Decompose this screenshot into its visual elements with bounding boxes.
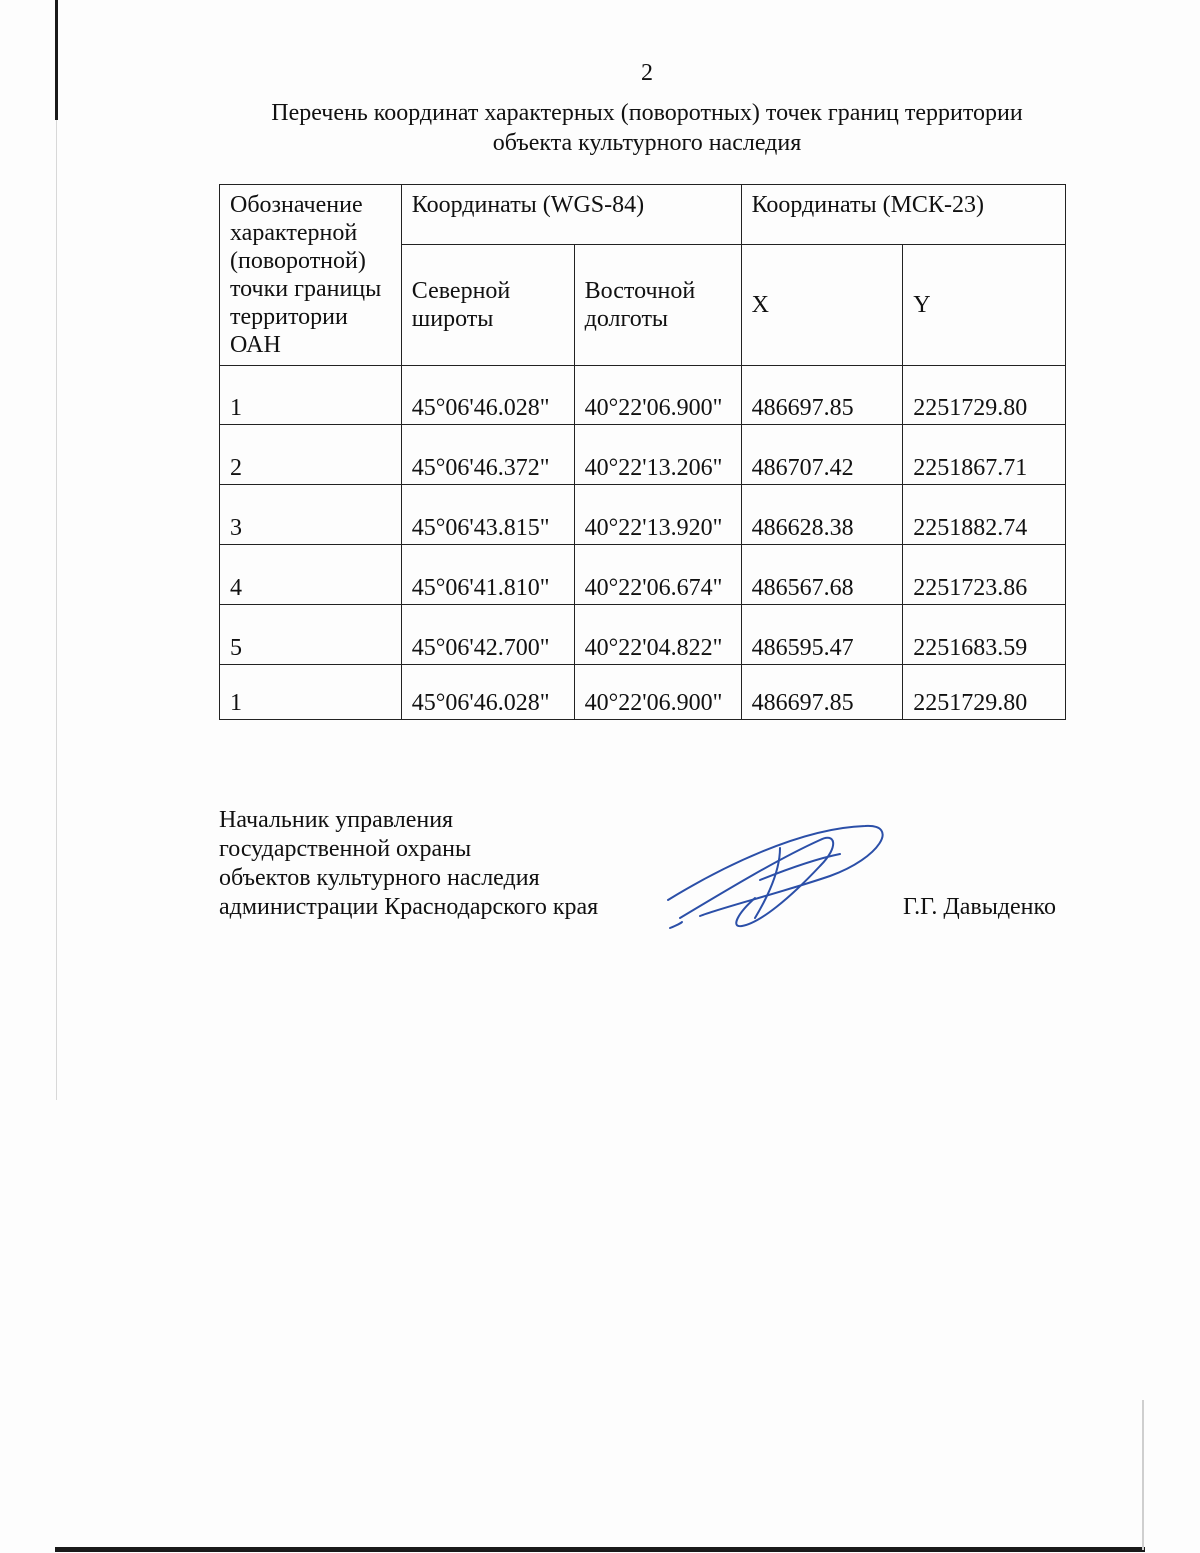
title-line-1: Перечень координат характерных (поворотных) точек границ территории (271, 100, 1023, 126)
cell-y: 2251867.71 (903, 425, 1066, 485)
cell-longitude: 40°22'06.674" (574, 545, 741, 605)
header-north-latitude: Северной широты (401, 245, 574, 366)
table-row (220, 605, 1066, 665)
cell-y: 2251723.86 (903, 545, 1066, 605)
header-y: Y (903, 245, 1066, 366)
signer-name: Г.Г. Давыденко (903, 894, 1056, 920)
cell-x: 486595.47 (741, 605, 903, 665)
cell-x: 486697.85 (741, 366, 903, 425)
cell-longitude: 40°22'13.920" (574, 485, 741, 545)
cell-point: 1 (220, 665, 402, 720)
cell-x: 486567.68 (741, 545, 903, 605)
header-x: X (741, 245, 903, 366)
header-east-longitude: Восточной долготы (574, 245, 741, 366)
cell-latitude: 45°06'46.372" (401, 425, 574, 485)
cell-longitude: 40°22'13.206" (574, 425, 741, 485)
table-row (220, 665, 1066, 720)
cell-y: 2251729.80 (903, 366, 1066, 425)
table-row (220, 425, 1066, 485)
cell-latitude: 45°06'42.700" (401, 605, 574, 665)
signer-position-line-3: объектов культурного наследия (219, 865, 540, 891)
table-row (220, 485, 1066, 545)
table-row (220, 545, 1066, 605)
document-title (200, 98, 1094, 158)
signer-position-line-4: администрации Краснодарского края (219, 894, 599, 920)
cell-longitude: 40°22'06.900" (574, 665, 741, 720)
cell-latitude: 45°06'43.815" (401, 485, 574, 545)
cell-point: 1 (220, 366, 402, 425)
cell-x: 486628.38 (741, 485, 903, 545)
table-row (220, 366, 1066, 425)
signer-position-line-2: государственной охраны (219, 836, 472, 862)
scan-edge-bottom (55, 1547, 1145, 1552)
cell-y: 2251683.59 (903, 605, 1066, 665)
signer-position (219, 806, 598, 922)
cell-latitude: 45°06'46.028" (401, 366, 574, 425)
cell-x: 486707.42 (741, 425, 903, 485)
scan-edge-left-faint (56, 120, 57, 1100)
scan-edge-right (1142, 1400, 1144, 1550)
cell-point: 3 (220, 485, 402, 545)
header-msk23: Координаты (МСК-23) (741, 185, 1065, 245)
cell-longitude: 40°22'04.822" (574, 605, 741, 665)
cell-point: 4 (220, 545, 402, 605)
cell-y: 2251729.80 (903, 665, 1066, 720)
cell-latitude: 45°06'41.810" (401, 545, 574, 605)
page-number: 2 (641, 60, 653, 86)
header-point-designation: Обозначение характерной (поворотной) точки границы территории ОАН (220, 185, 402, 366)
cell-point: 5 (220, 605, 402, 665)
cell-x: 486697.85 (741, 665, 903, 720)
cell-y: 2251882.74 (903, 485, 1066, 545)
cell-latitude: 45°06'46.028" (401, 665, 574, 720)
table-header-row-1 (220, 185, 1066, 245)
coordinates-table (219, 184, 1066, 720)
header-wgs84: Координаты (WGS-84) (401, 185, 741, 245)
handwritten-signature (660, 818, 900, 938)
cell-point: 2 (220, 425, 402, 485)
cell-longitude: 40°22'06.900" (574, 366, 741, 425)
signer-position-line-1: Начальник управления (219, 807, 454, 833)
title-line-2: объекта культурного наследия (492, 130, 802, 156)
